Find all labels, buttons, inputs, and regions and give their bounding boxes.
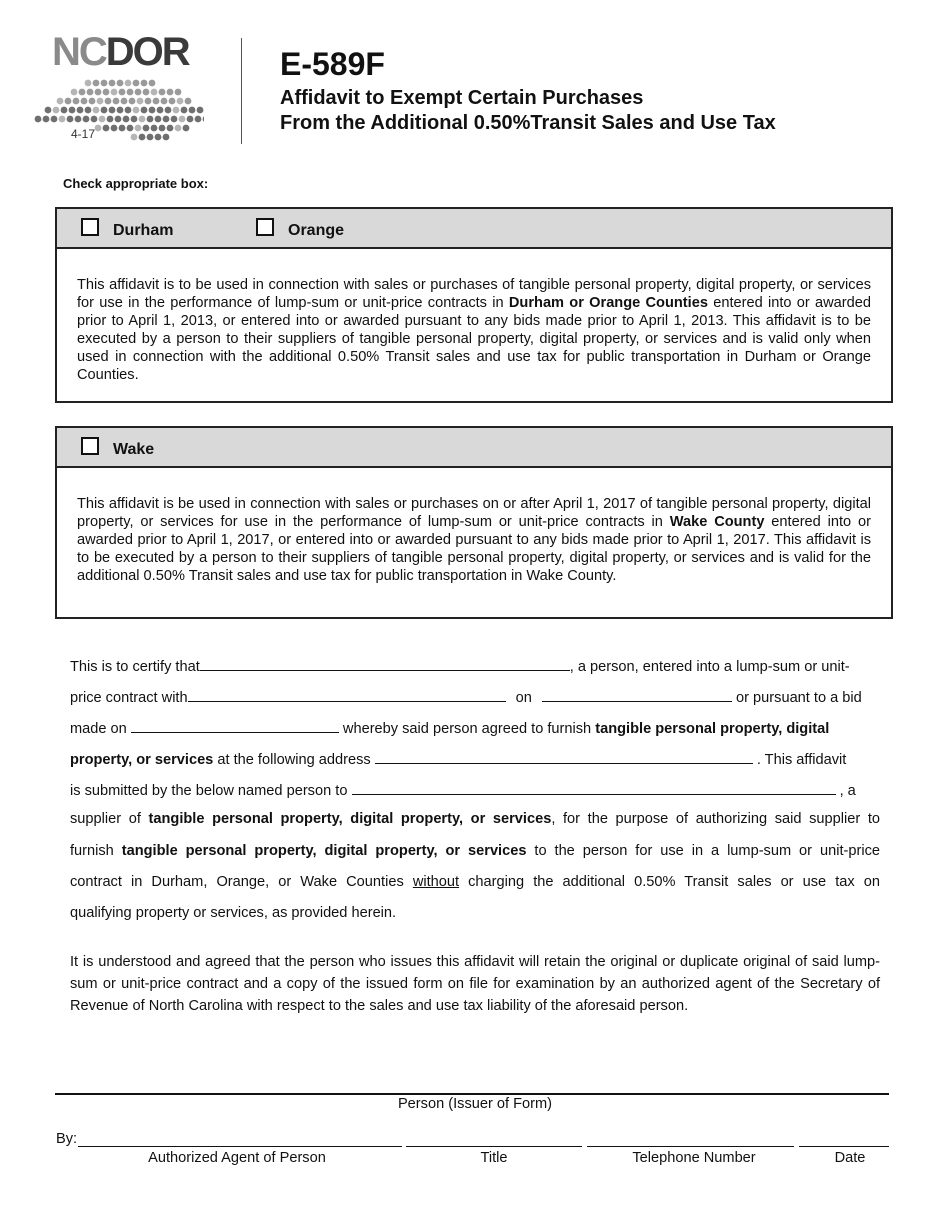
text: supplier of xyxy=(70,811,149,827)
wake-section xyxy=(55,426,893,619)
form-title-line1: Affidavit to Exempt Certain Purchases xyxy=(280,87,644,109)
address-field[interactable] xyxy=(375,749,753,764)
text: This is to certify that xyxy=(70,659,200,675)
text: tangible personal property, digital xyxy=(595,721,830,737)
desc-text-b: entered into or awarded prior to April 1, 2013, or entered into or awarded pursuant to any bids made prior to April 1, 2013. This affidavit is to be executed by a person to their suppliers of tangible personal property, digital property, or services and is valid only when used in connection with the additional 0.50% Transit sales and use tax for public transportation in Durham or Orange Counties. xyxy=(77,295,872,383)
agent-signature-field[interactable] xyxy=(78,1146,402,1147)
certify-line-9: qualifying property or services, as provided herein. xyxy=(70,905,397,921)
wake-checkbox[interactable] xyxy=(81,437,99,455)
logo-dor: DOR xyxy=(105,30,189,74)
durham-orange-header xyxy=(57,209,891,249)
wake-header xyxy=(57,428,891,468)
form-title xyxy=(280,86,776,136)
desc-text-b: entered into or awarded prior to April 1, 2017, or entered into or awarded pursuant to any bids made prior to April 1, 2017. This affidavit is to be executed by a person to their suppliers of tangible personal property, digital property, or services and is valid for the additional 0.50% Transit sales and use tax for public transportation in Wake County. xyxy=(77,514,871,584)
text: price contract with xyxy=(70,690,188,706)
text: contract in Durham, Orange, or Wake Counties xyxy=(70,874,413,890)
supplier-field[interactable] xyxy=(352,780,836,795)
desc-text-a: This affidavit is to be used in connection with sales or purchases of tangible personal property, digital property, or services for use in the performance of lump-sum or unit-price contracts in xyxy=(77,277,871,311)
desc-county: Wake County xyxy=(669,514,765,530)
certify-line-5 xyxy=(70,780,880,799)
telephone-field[interactable] xyxy=(587,1146,794,1147)
text: , a person, entered into a lump-sum or unit- xyxy=(569,659,850,675)
text: or pursuant to a bid xyxy=(736,690,862,706)
telephone-label: Telephone Number xyxy=(632,1150,756,1166)
text: on xyxy=(515,690,532,706)
form-number: E-589F xyxy=(280,46,385,82)
contractor-field[interactable] xyxy=(188,687,506,702)
contract-date-field[interactable] xyxy=(542,687,732,702)
certify-line-2 xyxy=(70,687,880,706)
by-label: By: xyxy=(56,1131,78,1147)
nc-map-dots-icon xyxy=(34,78,204,146)
orange-label: Orange xyxy=(288,222,345,239)
certify-line-4 xyxy=(70,749,880,768)
durham-label: Durham xyxy=(113,222,174,239)
form-title-line2: From the Additional 0.50%Transit Sales and Use Tax xyxy=(280,112,776,134)
text: tangible personal property, digital property, or services xyxy=(121,843,527,859)
text: without xyxy=(412,874,460,890)
text: . This affidavit xyxy=(756,752,847,768)
agent-label: Authorized Agent of Person xyxy=(148,1150,326,1166)
title-field[interactable] xyxy=(406,1146,582,1147)
orange-checkbox[interactable] xyxy=(256,218,274,236)
text: charging the additional 0.50% Transit sales or use tax on xyxy=(459,874,880,890)
retention-paragraph: It is understood and agreed that the person who issues this affidavit will retain the original or duplicate original of said lump-sum or unit-price contract and a copy of the issued form on file for examination by an authorized agent of the Secretary of Revenue of North Carolina with respect to the sales and use tax liability of the aforesaid person. xyxy=(70,954,880,1014)
text: at the following address xyxy=(213,752,371,768)
certify-line-6 xyxy=(70,811,880,827)
issuer-label: Person (Issuer of Form) xyxy=(397,1096,553,1112)
certify-line-7 xyxy=(70,843,880,859)
text: property, or services xyxy=(70,752,214,768)
title-label: Title xyxy=(480,1150,508,1166)
date-label: Date xyxy=(834,1150,866,1166)
text: whereby said person agreed to furnish xyxy=(342,721,596,737)
text: furnish xyxy=(70,843,122,859)
form-revision: 4-17 xyxy=(71,127,96,141)
bid-date-field[interactable] xyxy=(131,718,339,733)
text: tangible personal property, digital property, or services xyxy=(148,811,552,827)
text: , for the purpose of authorizing said supplier to xyxy=(551,811,880,827)
header-divider xyxy=(241,38,242,144)
logo-nc: NC xyxy=(52,30,106,74)
text: is submitted by the below named person to xyxy=(70,783,348,799)
durham-checkbox[interactable] xyxy=(81,218,99,236)
durham-orange-section xyxy=(55,207,893,403)
text: to the person for use in a lump-sum or unit-price xyxy=(526,843,880,859)
desc-counties: Durham or Orange Counties xyxy=(508,295,708,311)
text: made on xyxy=(70,721,127,737)
wake-description xyxy=(57,468,891,585)
wake-label: Wake xyxy=(113,441,155,458)
person-name-field[interactable] xyxy=(200,656,570,671)
ncdor-logo-text xyxy=(52,30,189,75)
certify-line-3 xyxy=(70,718,880,737)
check-instruction: Check appropriate box: xyxy=(63,176,209,191)
text: , a xyxy=(839,783,856,799)
certify-line-1 xyxy=(70,656,880,675)
desc-text-a: This affidavit is be used in connection with sales or purchases on or after April 1, 2017 of tangible personal property, digital property, or services for use in the performance of lump-sum or unit-price contracts in xyxy=(77,496,871,530)
date-field[interactable] xyxy=(799,1146,889,1147)
durham-orange-description xyxy=(57,249,891,384)
certify-line-8 xyxy=(70,874,880,890)
issuer-signature-line[interactable] xyxy=(55,1093,889,1095)
